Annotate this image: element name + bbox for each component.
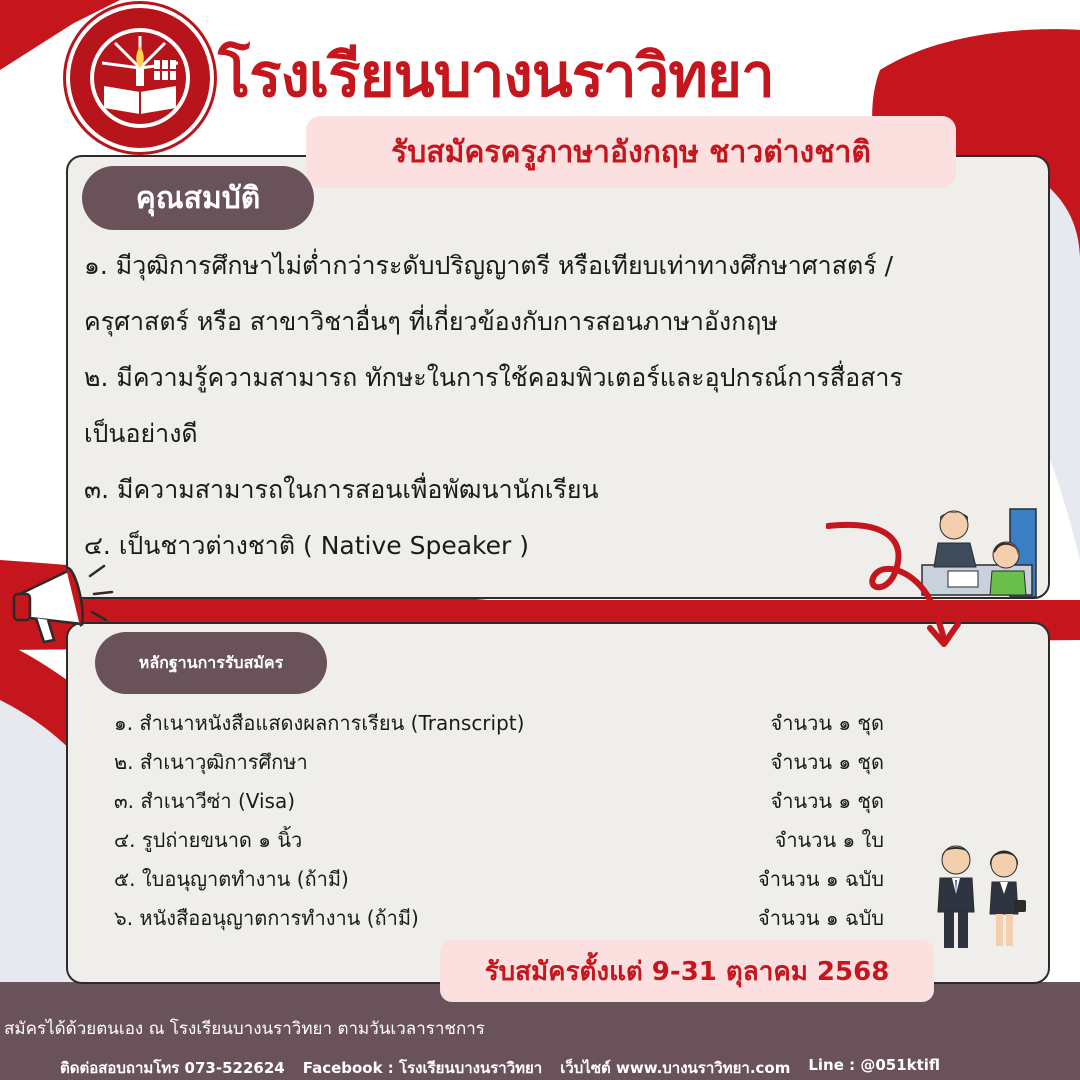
footer-phone: ติดต่อสอบถามโทร 073-522624 <box>60 1059 285 1077</box>
qualification-line: ๑. มีวุฒิการศึกษาไม่ต่ำกว่าระดับปริญญาตรี หรือเทียบเท่าทางศึกษาศาสตร์ / <box>84 251 894 280</box>
document-item: ๓. สำเนาวีซ่า (Visa) <box>114 789 296 813</box>
document-quantity: จำนวน ๑ ใบ <box>774 828 884 852</box>
qualification-line: ๔. เป็นชาวต่างชาติ ( Native Speaker ) <box>84 531 530 560</box>
document-item: ๖. หนังสืออนุญาตการทำงาน (ถ้ามี) <box>114 906 419 930</box>
qualification-line: เป็นอย่างดี <box>84 419 198 448</box>
footer-website[interactable]: เว็บไซต์ www.บางนราวิทยา.com <box>560 1059 791 1077</box>
document-item: ๔. รูปถ่ายขนาด ๑ นิ้ว <box>114 828 303 852</box>
document-row <box>114 782 884 821</box>
document-quantity: จำนวน ๑ ฉบับ <box>758 906 884 930</box>
business-people-illustration <box>932 842 1032 952</box>
school-title: โรงเรียนบางนราวิทยา <box>218 41 774 111</box>
qualification-line: ๓. มีความสามารถในการสอนเพื่อพัฒนานักเรียน <box>84 475 599 504</box>
footer-line-id[interactable]: Line : @051ktifl <box>808 1056 941 1074</box>
qualification-line: ๒. มีความรู้ความสามารถ ทักษะในการใช้คอมพิวเตอร์และอุปกรณ์การสื่อสาร <box>84 363 903 392</box>
school-logo <box>70 8 210 148</box>
application-period-banner: รับสมัครตั้งแต่ 9-31 ตุลาคม 2568 <box>440 940 934 1002</box>
megaphone-icon <box>10 560 120 650</box>
documents-heading: หลักฐานการรับสมัคร <box>95 632 327 694</box>
school-emblem-icon <box>70 8 210 148</box>
document-row <box>114 704 884 743</box>
qualifications-heading: คุณสมบัติ <box>82 166 314 230</box>
document-item: ๕. ใบอนุญาตทำงาน (ถ้ามี) <box>114 867 349 891</box>
footer-apply-note: สมัครได้ด้วยตนเอง ณ โรงเรียนบางนราวิทยา ตามวันเวลาราชการ <box>4 1019 485 1039</box>
document-row <box>114 821 884 860</box>
document-quantity: จำนวน ๑ ชุด <box>770 789 884 813</box>
document-quantity: จำนวน ๑ ชุด <box>770 750 884 774</box>
footer-contacts <box>60 1056 1070 1080</box>
footer-facebook[interactable]: Facebook : โรงเรียนบางนราวิทยา <box>302 1059 543 1077</box>
document-row <box>114 860 884 899</box>
documents-list <box>114 704 884 938</box>
qualification-line: ครุศาสตร์ หรือ สาขาวิชาอื่นๆ ที่เกี่ยวข้องกับการสอนภาษาอังกฤษ <box>84 307 778 336</box>
recruit-title-banner: รับสมัครครูภาษาอังกฤษ ชาวต่างชาติ <box>306 116 956 188</box>
document-row <box>114 899 884 938</box>
document-row <box>114 743 884 782</box>
curved-arrow-icon <box>826 520 976 650</box>
document-quantity: จำนวน ๑ ชุด <box>770 711 884 735</box>
document-item: ๑. สำเนาหนังสือแสดงผลการเรียน (Transcript) <box>114 711 525 735</box>
document-quantity: จำนวน ๑ ฉบับ <box>758 867 884 891</box>
document-item: ๒. สำเนาวุฒิการศึกษา <box>114 750 308 774</box>
